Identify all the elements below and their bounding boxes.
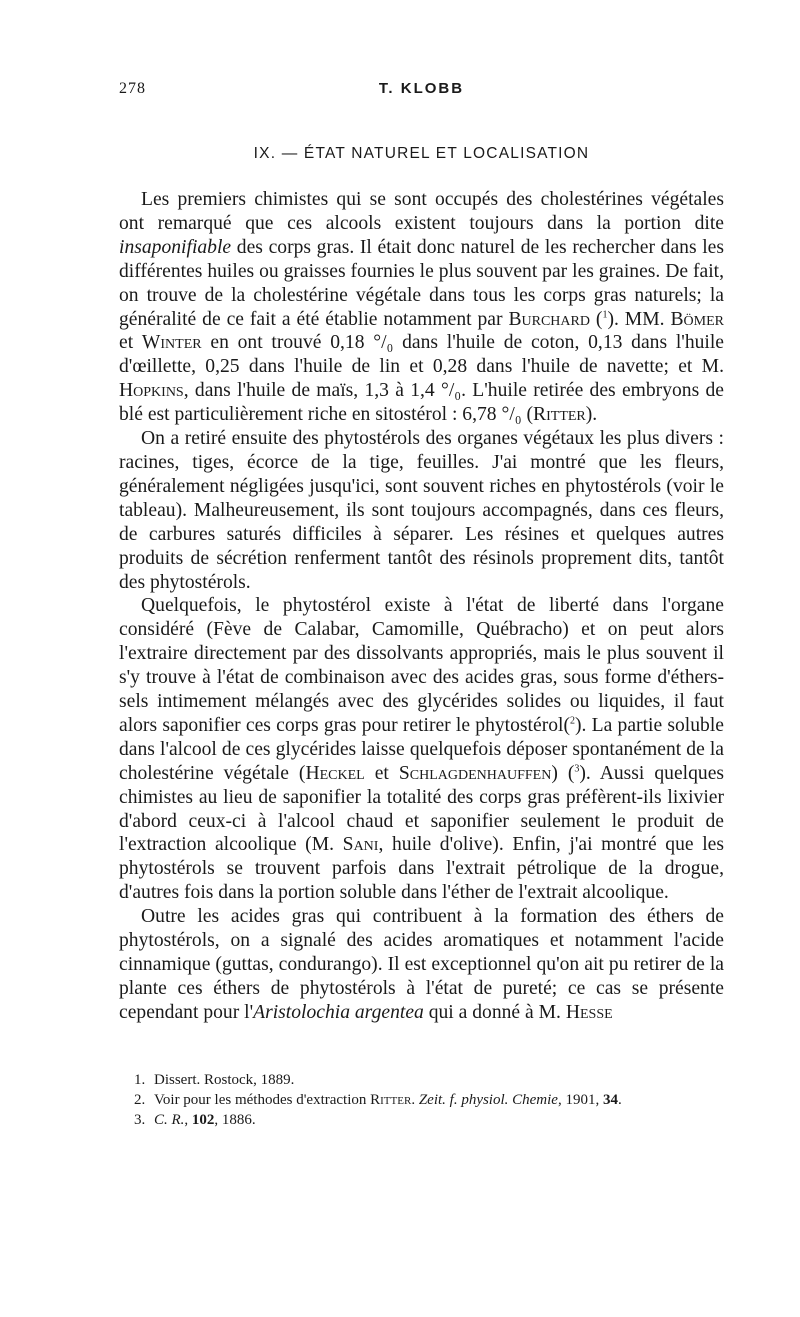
text-run: ). (585, 404, 598, 426)
page-number: 278 (119, 80, 146, 97)
author-name: Burchard (508, 308, 590, 330)
footnotes (134, 1070, 724, 1130)
text-run: . La partie soluble dans l'alcool de ces glycérides laisse quelquefois déposer spontanément de la cholestérine végétale ( (119, 714, 724, 784)
author-name: Hopkins (119, 380, 184, 402)
volume-number: 102 (191, 1112, 215, 1128)
text-run: ) (551, 762, 568, 784)
footnote-text: , 1901, (557, 1092, 603, 1108)
author-name: Ritter (370, 1092, 412, 1108)
footnote-text: Dissert. Rostock, 1889. (154, 1072, 295, 1088)
author-name: Bömer (670, 308, 724, 330)
text-run: en ont trouvé 0,18 °/₀ dans l'huile de coton, 0,13 dans l'huile d'œillette, 0,25 dans l'huile de lin et 0,28 dans l'huile de navette; et M. (119, 332, 724, 378)
footnote-3 (134, 1110, 724, 1130)
text-run: , huile d'olive). Enfin, j'ai montré que les phytostérols se trouvent parfois dans l'extrait pétrolique de la drogue, d'autres fois dans la portion soluble dans l'éther de l'extrait alcoolique. (119, 834, 724, 904)
author-name: Schlagdenhauffen (398, 762, 552, 784)
journal-title: C. R. (154, 1112, 185, 1128)
author-name: Sani (342, 834, 379, 856)
text-run: Les premiers chimistes qui se sont occupés des cholestérines végétales ont remarqué que ces alcools existent toujours dans la portion dite (119, 189, 724, 234)
text-run: . Aussi quelques chimistes au lieu de saponifier la totalité des corps gras préfèrent-ils lixivier d'abord ceux-ci à l'alcool chaud et saponifier seulement le produit de l'extraction alcoolique (M. (119, 762, 725, 856)
paragraph-1: Les premiers chimistes qui se sont occupés des cholestérines végétales ont remarqué que ces alcools existent toujours dans la portion dite insaponifiable des corps gras. Il était donc naturel de les rechercher dans les différentes huiles ou graisses fournies le plus souvent par les graines. De fait, on trouve de la cholestérine végétale dans tous les corps gras naturels; la généralité de ce fait a été établie notamment par Burchard ($^1$). MM. Bömer et Winter en ont trouvé 0,18 °/₀ dans l'huile de coton, 0,13 dans l'huile d'œillette, 0,25 dans l'huile de lin et 0,28 dans l'huile de navette; et M. Hopkins, dans l'huile de maïs, 1,3 à 1,4 °/₀. L'huile retirée des embryons de blé est particulièrement riche en sitostérol : 6,78 °/₀ (Ritter). (119, 189, 724, 426)
footnote-text: Voir pour les méthodes d'extraction (154, 1092, 371, 1108)
section-title: IX. — ÉTAT NATUREL ET LOCALISATION (253, 145, 590, 162)
footnote-text: . (411, 1092, 419, 1108)
text-run: Outre les acides gras qui contribuent à la formation des éthers de phytostérols, on a signalé des acides aromatiques et notamment l'acide cinnamique (guttas, condurango). Il est exceptionnel qu'on ait pu retirer de la plante ces éthers de phytostérols à l'état de pureté; ce cas se présente cependant pour l' (119, 906, 724, 1023)
journal-title: Zeit. f. physiol. Chemie (418, 1092, 558, 1108)
italic-term: insaponifiable (119, 236, 232, 258)
author-name: Winter (141, 332, 202, 354)
text-run: et (119, 332, 142, 354)
footnote-text: , 1886. (214, 1112, 256, 1128)
paragraph-2: On a retiré ensuite des phytostérols des organes végétaux les plus divers : racines, tiges, écorce de la tige, feuilles. J'ai montré que les fleurs, généralement négligées jusqu'ici, sont souvent riches en phytostérols (voir le tableau). Malheureusement, ils sont toujours accompagnés, dans ces fleurs, de carbures saturés difficiles à séparer. Les résines et quelques autres produits de sécrétion renferment tantôt des résinols proprement dits, tantôt des phytostérols. (119, 428, 724, 593)
footnote-text: , (184, 1112, 192, 1128)
footnote-ref-1: 1 (602, 309, 608, 320)
text-run: des corps gras. Il était donc naturel de les rechercher dans les différentes huiles ou graisses fournies le plus souvent par les graines. De fait, on trouve de la cholestérine végétale dans tous les corps gras naturels; la généralité de ce fait a été établie notamment par (119, 236, 724, 330)
body-text (119, 188, 724, 1025)
footnote-number: 3. (134, 1112, 146, 1128)
text-run: et (364, 762, 399, 784)
footnote-number: 2. (134, 1092, 146, 1108)
running-head-author: T. KLOBB (378, 80, 465, 97)
footnote-1 (134, 1070, 724, 1090)
author-name: Hesse (565, 1001, 613, 1023)
italic-species: Aristolochia argentea (253, 1001, 424, 1023)
footnote-ref-3: 3 (574, 763, 580, 775)
footnote-2 (134, 1090, 724, 1110)
text-run: Quelquefois, le phytostérol existe à l'état de liberté dans l'organe considéré (Fève de Calabar, Camomille, Québracho) et on peut alors l'extraire directement par des dissolvants appropriés, mais le plus souvent il s'y trouve à l'état de combinaison avec des acides gras, sous forme d'éthers-sels intimement mélangés avec des glycérides solides ou liquides, il faut alors saponifier ces corps gras pour retirer le phytostérol (119, 595, 724, 736)
text-run: , dans l'huile de maïs, 1,3 à 1,4 °/₀. L'huile retirée des embryons de blé est particulièrement riche en sitostérol : 6,78 °/₀ ( (119, 380, 724, 426)
footnote-text: . (617, 1092, 622, 1108)
footnote-ref-2: 2 (570, 715, 575, 727)
footnote-number: 1. (134, 1072, 146, 1088)
author-name: Ritter (533, 404, 586, 426)
author-name: Heckel (305, 762, 365, 784)
paragraph-4 (119, 905, 724, 1025)
text-run: qui a donné à M. (423, 1001, 566, 1023)
text-run: . MM. (613, 308, 671, 330)
volume-number: 34 (602, 1092, 618, 1108)
paragraph-3: Quelquefois, le phytostérol existe à l'état de liberté dans l'organe considéré (Fève de Calabar, Camomille, Québracho) et on peut alors l'extraire directement par des dissolvants appropriés, mais le plus souvent il s'y trouve à l'état de combinaison avec des acides gras, sous forme d'éthers-sels intimement mélangés avec des glycérides solides ou liquides, il faut alors saponifier ces corps gras pour retirer le phytostérol($^2$). La partie soluble dans l'alcool de ces glycérides laisse quelquefois déposer spontanément de la cholestérine végétale (Heckel et Schlagdenhauffen) ($^3$). Aussi quelques chimistes au lieu de saponifier la totalité des corps gras préfèrent-ils lixivier d'abord ceux-ci à l'alcool chaud et saponifier seulement le produit de l'extraction alcoolique (M. Sani, huile d'olive). Enfin, j'ai montré que les phytostérols se trouvent parfois dans l'extrait pétrolique de la drogue, d'autres fois dans la portion soluble dans l'éther de l'extrait alcoolique. (119, 595, 725, 904)
running-head (119, 80, 724, 100)
